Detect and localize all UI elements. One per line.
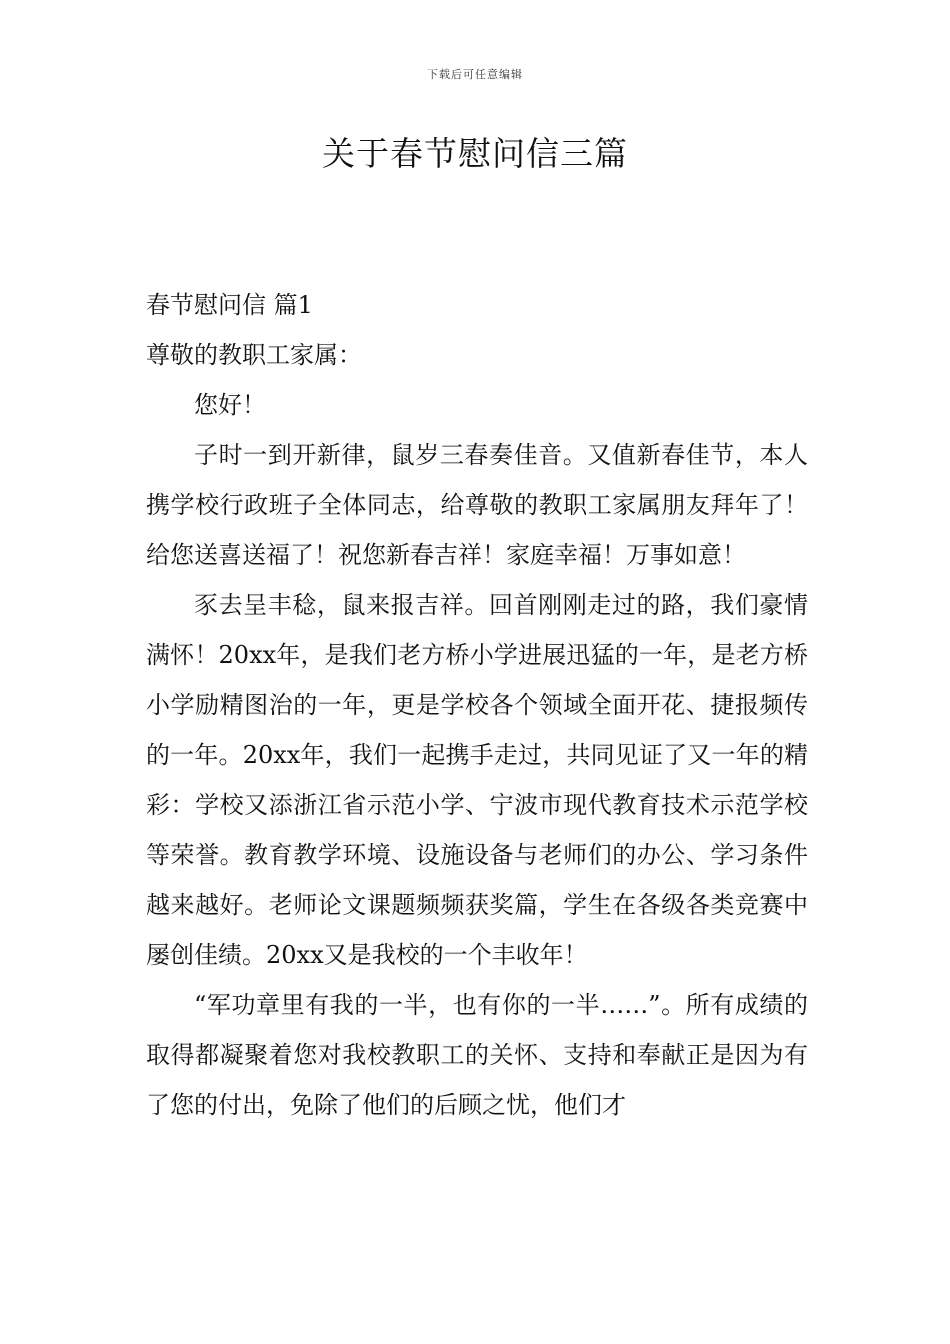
paragraph-2: 豕去呈丰稔，鼠来报吉祥。回首刚刚走过的路，我们豪情满怀！20xx年，是我们老方桥小学进展迅猛的一年，是老方桥小学励精图治的一年，更是学校各个领域全面开花、捷报频传的一年。20xx年，我们一起携手走过，共同见证了又一年的精彩：学校又添浙江省示范小学、宁波市现代教育技术示范学校等荣誉。教育教学环境、设施设备与老师们的办公、学习条件越来越好。老师论文课题频频获奖篇，学生在各级各类竞赛中屡创佳绩。20xx又是我校的一个丰收年！ bbox=[146, 591, 808, 969]
letter-body bbox=[146, 280, 808, 1130]
paragraph-3: “军功章里有我的一半，也有你的一半……”。所有成绩的取得都凝聚着您对我校教职工的关怀、支持和奉献正是因为有了您的付出，免除了他们的后顾之忧，他们才 bbox=[146, 991, 808, 1119]
section-heading: 春节慰问信 篇1 bbox=[146, 291, 313, 319]
header-note: 下载后可任意编辑 bbox=[427, 68, 523, 81]
salutation: 尊敬的教职工家属： bbox=[146, 341, 362, 369]
greeting: 您好！ bbox=[194, 391, 266, 419]
paragraph-1: 子时一到开新律，鼠岁三春奏佳音。又值新春佳节，本人携学校行政班子全体同志，给尊敬的教职工家属朋友拜年了！给您送喜送福了！祝您新春吉祥！家庭幸福！万事如意！ bbox=[146, 441, 808, 569]
document-title: 关于春节慰问信三篇 bbox=[322, 134, 628, 173]
